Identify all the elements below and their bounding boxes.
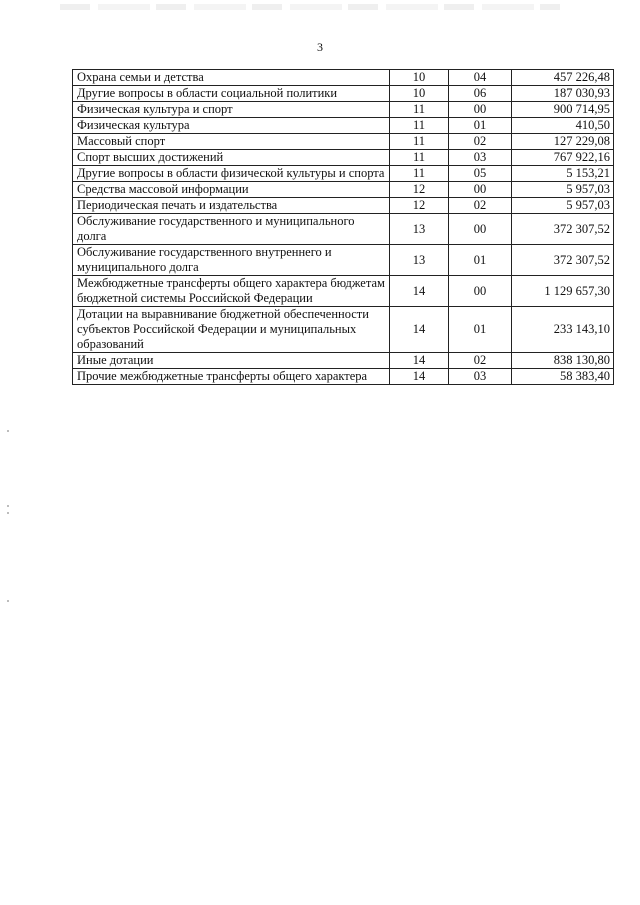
row-name-cell: Периодическая печать и издательства — [73, 198, 390, 214]
scan-margin-dot — [7, 505, 9, 507]
table-row — [73, 86, 614, 102]
row-section-cell: 14 — [390, 353, 449, 369]
row-section-cell: 11 — [390, 166, 449, 182]
row-amount-cell: 5 957,03 — [512, 182, 614, 198]
page-number: 3 — [317, 40, 323, 54]
row-subsection-cell: 00 — [449, 102, 512, 118]
row-amount-cell: 1 129 657,30 — [512, 276, 614, 307]
table-row — [73, 307, 614, 353]
row-section-cell: 11 — [390, 102, 449, 118]
row-section-cell: 11 — [390, 118, 449, 134]
row-amount-cell: 372 307,52 — [512, 245, 614, 276]
row-section-cell: 13 — [390, 245, 449, 276]
row-amount-cell: 372 307,52 — [512, 214, 614, 245]
row-section-cell: 11 — [390, 150, 449, 166]
row-subsection-cell: 02 — [449, 198, 512, 214]
table-row — [73, 198, 614, 214]
row-subsection-cell: 03 — [449, 369, 512, 385]
table-row — [73, 182, 614, 198]
table-row — [73, 134, 614, 150]
row-amount-cell: 767 922,16 — [512, 150, 614, 166]
row-name-cell: Физическая культура — [73, 118, 390, 134]
row-name-cell: Другие вопросы в области физической культуры и спорта — [73, 166, 390, 182]
row-name-cell: Средства массовой информации — [73, 182, 390, 198]
budget-table-body — [73, 70, 614, 385]
row-subsection-cell: 00 — [449, 214, 512, 245]
row-subsection-cell: 01 — [449, 307, 512, 353]
row-amount-cell: 58 383,40 — [512, 369, 614, 385]
row-name-cell: Дотации на выравнивание бюджетной обеспеченности субъектов Российской Федерации и муниципальных образований — [73, 307, 390, 353]
row-amount-cell: 127 229,08 — [512, 134, 614, 150]
scan-margin-dot — [7, 600, 9, 602]
row-name-cell: Спорт высших достижений — [73, 150, 390, 166]
row-subsection-cell: 04 — [449, 70, 512, 86]
row-name-cell: Прочие межбюджетные трансферты общего характера — [73, 369, 390, 385]
row-subsection-cell: 01 — [449, 245, 512, 276]
row-section-cell: 10 — [390, 70, 449, 86]
row-amount-cell: 233 143,10 — [512, 307, 614, 353]
row-section-cell: 14 — [390, 307, 449, 353]
table-row — [73, 102, 614, 118]
row-name-cell: Межбюджетные трансферты общего характера бюджетам бюджетной системы Российской Федерации — [73, 276, 390, 307]
row-name-cell: Другие вопросы в области социальной политики — [73, 86, 390, 102]
table-row — [73, 70, 614, 86]
row-name-cell: Физическая культура и спорт — [73, 102, 390, 118]
row-section-cell: 12 — [390, 182, 449, 198]
row-subsection-cell: 06 — [449, 86, 512, 102]
row-subsection-cell: 02 — [449, 353, 512, 369]
row-section-cell: 12 — [390, 198, 449, 214]
table-row — [73, 276, 614, 307]
row-subsection-cell: 00 — [449, 276, 512, 307]
row-amount-cell: 410,50 — [512, 118, 614, 134]
row-subsection-cell: 05 — [449, 166, 512, 182]
budget-table — [72, 69, 614, 385]
row-amount-cell: 5 153,21 — [512, 166, 614, 182]
scan-margin-dot — [7, 512, 9, 514]
row-subsection-cell: 02 — [449, 134, 512, 150]
row-name-cell: Иные дотации — [73, 353, 390, 369]
row-name-cell: Охрана семьи и детства — [73, 70, 390, 86]
table-row — [73, 353, 614, 369]
row-name-cell: Массовый спорт — [73, 134, 390, 150]
row-amount-cell: 457 226,48 — [512, 70, 614, 86]
row-section-cell: 14 — [390, 369, 449, 385]
row-subsection-cell: 00 — [449, 182, 512, 198]
row-subsection-cell: 03 — [449, 150, 512, 166]
table-row — [73, 150, 614, 166]
table-row — [73, 245, 614, 276]
row-amount-cell: 838 130,80 — [512, 353, 614, 369]
row-section-cell: 11 — [390, 134, 449, 150]
row-name-cell: Обслуживание государственного и муниципального долга — [73, 214, 390, 245]
table-row — [73, 214, 614, 245]
row-section-cell: 13 — [390, 214, 449, 245]
table-row — [73, 118, 614, 134]
table-row — [73, 369, 614, 385]
scan-header-artifact — [60, 4, 560, 10]
row-amount-cell: 5 957,03 — [512, 198, 614, 214]
row-section-cell: 10 — [390, 86, 449, 102]
row-name-cell: Обслуживание государственного внутреннего и муниципального долга — [73, 245, 390, 276]
row-amount-cell: 900 714,95 — [512, 102, 614, 118]
row-section-cell: 14 — [390, 276, 449, 307]
scan-margin-dot — [7, 430, 9, 432]
row-subsection-cell: 01 — [449, 118, 512, 134]
row-amount-cell: 187 030,93 — [512, 86, 614, 102]
table-row — [73, 166, 614, 182]
